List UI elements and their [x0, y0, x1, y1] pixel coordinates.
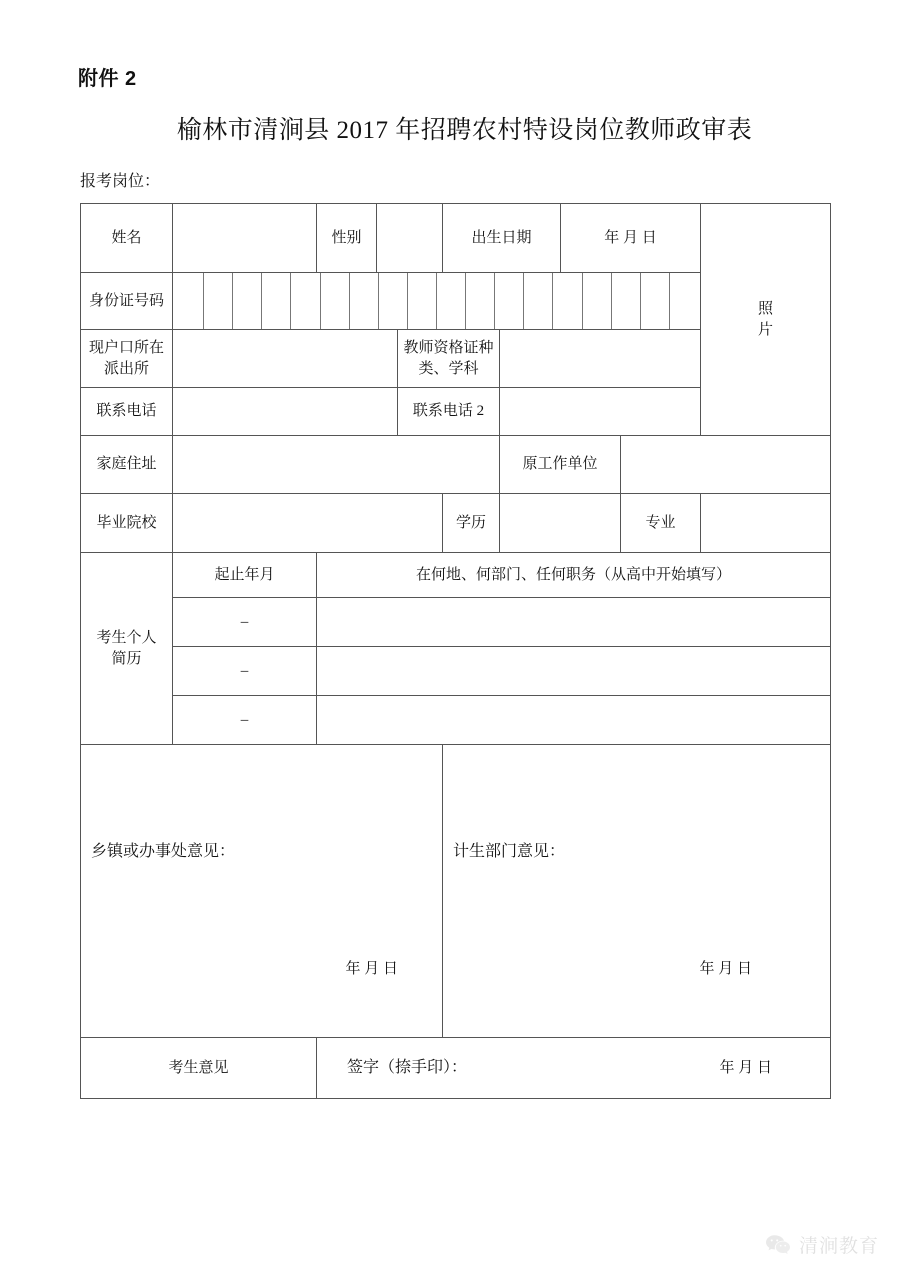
- police-station-label-cell: [81, 330, 173, 388]
- id-number-box[interactable]: [466, 273, 495, 329]
- wechat-icon: [765, 1234, 791, 1256]
- phone-value-cell[interactable]: [173, 388, 398, 436]
- resume-period-header-cell: 起止年月: [173, 553, 317, 598]
- resume-section-label-cell: [81, 553, 173, 745]
- id-number-box[interactable]: [583, 273, 612, 329]
- table-row-candidate-opinion: [81, 1038, 831, 1099]
- id-number-box[interactable]: [553, 273, 582, 329]
- former-unit-label-cell: 原工作单位: [500, 436, 621, 494]
- resume-section-label-line-2: 简历: [111, 650, 142, 667]
- name-label-cell: 姓名: [81, 204, 173, 273]
- police-station-value-cell[interactable]: [173, 330, 398, 388]
- id-number-box[interactable]: [524, 273, 553, 329]
- family-planning-opinion-cell[interactable]: [443, 745, 831, 1038]
- resume-content-cell[interactable]: [317, 598, 831, 647]
- id-number-box[interactable]: [233, 273, 262, 329]
- id-number-box[interactable]: [495, 273, 524, 329]
- teacher-certificate-label-line-1: 教师资格证种: [403, 340, 494, 357]
- applied-position-label: 报考岗位：: [80, 173, 161, 190]
- id-number-box[interactable]: [291, 273, 320, 329]
- police-station-label-line-1: 现户口所在: [88, 340, 164, 357]
- birth-date-label-cell: 出生日期: [443, 204, 561, 273]
- id-number-box[interactable]: [175, 273, 204, 329]
- photo-placeholder-cell[interactable]: [701, 204, 831, 436]
- id-number-box[interactable]: [437, 273, 466, 329]
- signature-label: 签字（捺手印）：: [347, 1059, 468, 1077]
- phone2-label-cell: 联系电话 2: [398, 388, 500, 436]
- id-number-label-cell: 身份证号码: [81, 273, 173, 330]
- name-value-cell[interactable]: [173, 204, 317, 273]
- teacher-certificate-label-line-2: 类、学科: [418, 360, 479, 377]
- footer-watermark: [765, 1231, 879, 1258]
- teacher-certificate-value-cell[interactable]: [500, 330, 701, 388]
- resume-section-label-line-1: 考生个人: [96, 630, 157, 647]
- resume-period-cell[interactable]: –: [173, 598, 317, 647]
- resume-content-header-cell: 在何地、何部门、任何职务（从高中开始填写）: [317, 553, 831, 598]
- phone2-value-cell[interactable]: [500, 388, 701, 436]
- resume-period-cell[interactable]: –: [173, 696, 317, 745]
- id-number-box-group[interactable]: [175, 273, 698, 329]
- table-row-resume-entry: [81, 598, 831, 647]
- candidate-signature-cell[interactable]: [317, 1038, 831, 1099]
- table-row-address: [81, 436, 831, 494]
- photo-label-line-2: 片: [758, 321, 774, 338]
- police-station-label-line-2: 派出所: [103, 360, 149, 377]
- table-row-resume-entry: [81, 696, 831, 745]
- attachment-label: 附件 2: [78, 68, 137, 90]
- major-value-cell[interactable]: [701, 494, 831, 553]
- id-number-box[interactable]: [670, 273, 698, 329]
- gender-value-cell[interactable]: [377, 204, 443, 273]
- township-opinion-label: 乡镇或办事处意见：: [91, 843, 236, 860]
- watermark-text: 清涧教育: [798, 1236, 879, 1257]
- table-row-opinions: [81, 745, 831, 1038]
- id-number-box[interactable]: [321, 273, 350, 329]
- table-row-resume-entry: [81, 647, 831, 696]
- table-row-resume-header: [81, 553, 831, 598]
- photo-label-line-1: 照: [758, 301, 774, 318]
- home-address-label-cell: 家庭住址: [81, 436, 173, 494]
- education-level-value-cell[interactable]: [500, 494, 621, 553]
- id-number-box[interactable]: [350, 273, 379, 329]
- id-number-box[interactable]: [641, 273, 670, 329]
- township-opinion-date: 年 月 日: [345, 960, 398, 977]
- id-number-box[interactable]: [612, 273, 641, 329]
- table-row-basic-info: [81, 204, 831, 273]
- signature-date: 年 月 日: [719, 1059, 773, 1076]
- birth-date-value-cell[interactable]: 年 月 日: [561, 204, 701, 273]
- phone-label-cell: 联系电话: [81, 388, 173, 436]
- education-level-label-cell: 学历: [443, 494, 500, 553]
- candidate-opinion-label-cell: 考生意见: [81, 1038, 317, 1099]
- political-review-form-table: [80, 203, 831, 1099]
- resume-period-cell[interactable]: –: [173, 647, 317, 696]
- resume-content-cell[interactable]: [317, 647, 831, 696]
- graduate-school-value-cell[interactable]: [173, 494, 443, 553]
- id-number-boxes-cell[interactable]: [173, 273, 701, 330]
- home-address-value-cell[interactable]: [173, 436, 500, 494]
- id-number-box[interactable]: [204, 273, 233, 329]
- family-planning-opinion-label: 计生部门意见：: [453, 843, 566, 860]
- id-number-box[interactable]: [408, 273, 437, 329]
- teacher-certificate-label-cell: [398, 330, 500, 388]
- table-row-education: [81, 494, 831, 553]
- id-number-box[interactable]: [379, 273, 408, 329]
- resume-content-cell[interactable]: [317, 696, 831, 745]
- id-number-box[interactable]: [262, 273, 291, 329]
- major-label-cell: 专业: [621, 494, 701, 553]
- gender-label-cell: 性别: [317, 204, 377, 273]
- graduate-school-label-cell: 毕业院校: [81, 494, 173, 553]
- former-unit-value-cell[interactable]: [621, 436, 831, 494]
- township-opinion-cell[interactable]: [81, 745, 443, 1038]
- page-title: 榆林市清涧县 2017 年招聘农村特设岗位教师政审表: [176, 117, 753, 144]
- family-planning-opinion-date: 年 月 日: [699, 960, 753, 977]
